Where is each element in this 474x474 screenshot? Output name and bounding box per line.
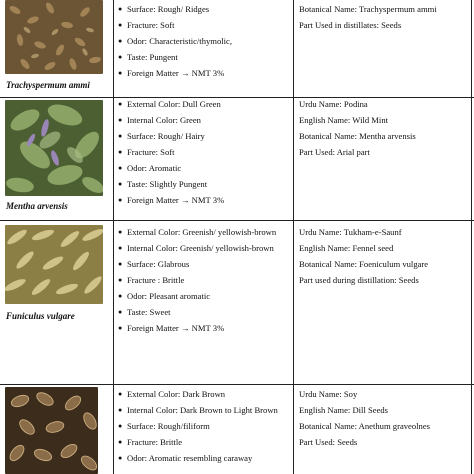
bullet-icon: ● xyxy=(118,196,123,204)
column-divider xyxy=(113,0,114,474)
row-caption: Mentha arvensis xyxy=(6,201,68,211)
list-item: ● Internal Color: Greenish/ yellowish-brown xyxy=(118,240,288,256)
names-list xyxy=(299,386,471,450)
bullet-icon: ● xyxy=(118,180,123,188)
list-item: ● Taste: Slightly Pungent xyxy=(118,176,288,192)
list-item: ● Foreign Matter → NMT 3% xyxy=(118,320,288,336)
bullet-icon: ● xyxy=(118,406,123,414)
table-right-border xyxy=(471,0,472,474)
properties-list xyxy=(118,1,288,81)
bullet-icon: ● xyxy=(118,324,123,332)
list-item: ● Fracture: Soft xyxy=(118,17,288,33)
bullet-icon: ● xyxy=(118,244,123,252)
bullet-icon: ● xyxy=(118,228,123,236)
bullet-icon: ● xyxy=(118,454,123,462)
list-item: Part Used: Arial part xyxy=(299,147,370,157)
bullet-icon: ● xyxy=(118,308,123,316)
list-item: Botanical Name: Trachyspermum ammi xyxy=(299,4,437,14)
list-item: Part Used: Seeds xyxy=(299,437,358,447)
list-item: Part used during distillation: Seeds xyxy=(299,275,419,285)
bullet-icon: ● xyxy=(118,69,123,77)
list-item: Botanical Name: Foeniculum vulgare xyxy=(299,259,429,269)
list-item: ● External Color: Dark Brown xyxy=(118,386,288,402)
list-item: English Name: Wild Mint xyxy=(299,115,389,125)
list-item: ● Odor: Aromatic resembling caraway xyxy=(118,450,288,466)
list-item: ● Surface: Glabrous xyxy=(118,256,288,272)
list-item: ● Odor: Characteristic/thymolic, xyxy=(118,33,288,49)
list-item: Botanical Name: Mentha arvensis xyxy=(299,131,416,141)
list-item: ● Odor: Pleasant aromatic xyxy=(118,288,288,304)
bullet-icon: ● xyxy=(118,276,123,284)
bullet-icon: ● xyxy=(118,53,123,61)
list-item: ● External Color: Greenish/ yellowish-brown xyxy=(118,224,288,240)
row-caption: Funiculus vulgare xyxy=(6,311,75,321)
names-list xyxy=(299,96,471,160)
bullet-icon: ● xyxy=(118,390,123,398)
list-item: English Name: Dill Seeds xyxy=(299,405,389,415)
bullet-icon: ● xyxy=(118,260,123,268)
row-divider xyxy=(0,384,474,385)
ajwain-seeds-photo-icon xyxy=(5,0,103,74)
names-list xyxy=(299,224,471,288)
fennel-seeds-photo-icon xyxy=(5,225,103,304)
bullet-icon: ● xyxy=(118,132,123,140)
properties-list xyxy=(118,224,288,336)
names-list xyxy=(299,1,471,33)
row-divider xyxy=(0,220,474,221)
list-item: English Name: Fennel seed xyxy=(299,243,394,253)
bullet-icon: ● xyxy=(118,148,123,156)
bullet-icon: ● xyxy=(118,292,123,300)
list-item: ● Fracture : Brittle xyxy=(118,272,288,288)
bullet-icon: ● xyxy=(118,116,123,124)
list-item: ● Surface: Rough/ Hairy xyxy=(118,128,288,144)
list-item: ● Fracture: Soft xyxy=(118,144,288,160)
list-item: ● Foreign Matter → NMT 3% xyxy=(118,65,288,81)
bullet-icon: ● xyxy=(118,100,123,108)
list-item: ● External Color: Dull Green xyxy=(118,96,288,112)
row-caption: Trachyspermum ammi xyxy=(6,80,90,90)
list-item: Urdu Name: Soy xyxy=(299,389,358,399)
bullet-icon: ● xyxy=(118,37,123,45)
properties-list xyxy=(118,386,288,466)
mint-leaves-photo-icon xyxy=(5,100,103,196)
bullet-icon: ● xyxy=(118,21,123,29)
dill-seeds-photo-icon xyxy=(5,387,98,474)
list-item: ● Taste: Pungent xyxy=(118,49,288,65)
bullet-icon: ● xyxy=(118,422,123,430)
list-item: Urdu Name: Podina xyxy=(299,99,368,109)
list-item: ● Fracture: Brittle xyxy=(118,434,288,450)
list-item: ● Internal Color: Green xyxy=(118,112,288,128)
list-item: Urdu Name: Tukham-e-Saunf xyxy=(299,227,402,237)
list-item: Part Used in distillates: Seeds xyxy=(299,20,402,30)
list-item: ● Taste: Sweet xyxy=(118,304,288,320)
bullet-icon: ● xyxy=(118,164,123,172)
list-item: ● Internal Color: Dark Brown to Light Brown xyxy=(118,402,288,418)
properties-list xyxy=(118,96,288,208)
list-item: Botanical Name: Anethum graveolnes xyxy=(299,421,431,431)
list-item: ● Surface: Rough/ Ridges xyxy=(118,1,288,17)
column-divider xyxy=(293,0,294,474)
list-item: ● Surface: Rough/filiform xyxy=(118,418,288,434)
list-item: ● Odor: Aromatic xyxy=(118,160,288,176)
bullet-icon: ● xyxy=(118,438,123,446)
bullet-icon: ● xyxy=(118,5,123,13)
list-item: ● Foreign Matter → NMT 3% xyxy=(118,192,288,208)
